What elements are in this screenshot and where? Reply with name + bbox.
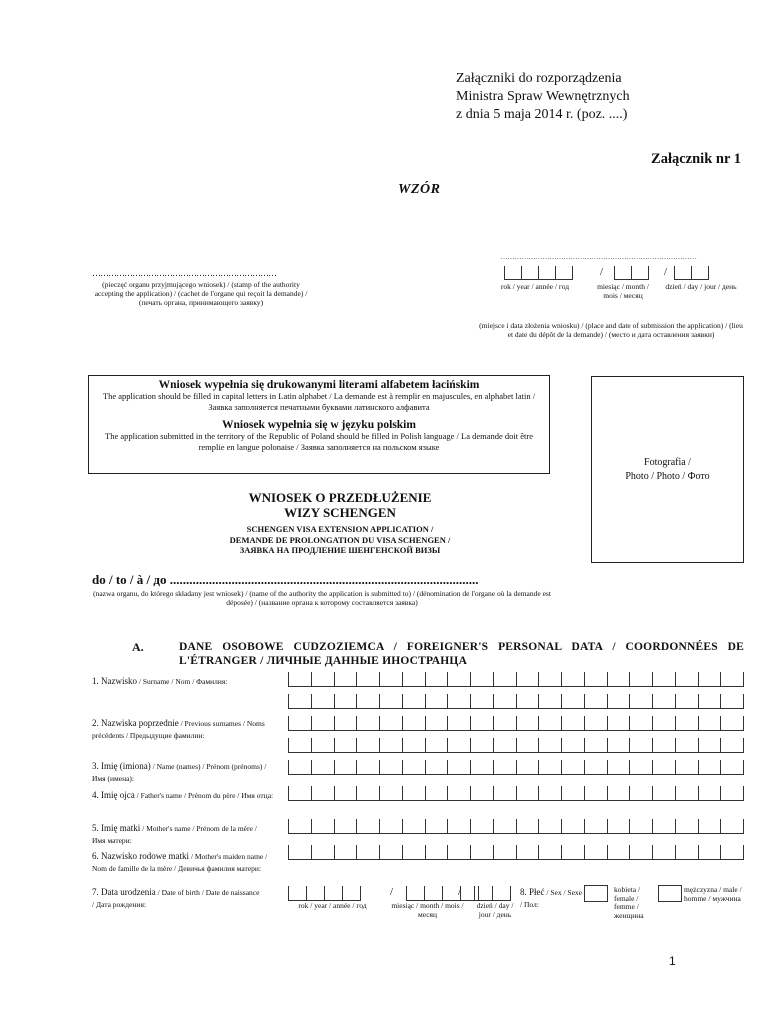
female-checkbox[interactable] xyxy=(584,885,608,902)
surname-grid-row-2[interactable] xyxy=(288,694,744,709)
surname-grid-row-1[interactable] xyxy=(288,672,744,687)
form-title-line-1: WNIOSEK O PRZEDŁUŻENIE xyxy=(248,490,432,505)
instructions-box xyxy=(88,375,550,474)
field-8-label xyxy=(520,887,582,910)
field-5-label xyxy=(92,823,272,846)
male-label: mężczyzna / male / homme / мужчина xyxy=(684,885,742,903)
field-8-translations: / Sex / Sexe / Пол: xyxy=(520,888,582,909)
field-2-number: 2. Nazwiska poprzednie xyxy=(92,718,179,728)
field-7-number: 7. Data urodzenia xyxy=(92,887,156,897)
regulation-header xyxy=(456,70,630,124)
birth-month-caption: miesiąc / month / mois / месяц xyxy=(391,901,464,919)
form-title-line-2: WIZY SCHENGEN xyxy=(284,505,396,520)
field-3-label xyxy=(92,761,272,784)
addressee-field[interactable]: do / to / à / до ............................................................................................... xyxy=(92,572,479,587)
previous-surnames-grid-row-1[interactable] xyxy=(288,716,744,731)
female-label: kobieta / female / femme / женщина xyxy=(614,885,644,920)
submission-month-caption: miesiąc / month / mois / месяц xyxy=(597,282,649,300)
submission-year-caption: rok / year / année / год xyxy=(500,282,570,291)
birth-year-caption: rok / year / année / год xyxy=(298,901,367,910)
field-8-number: 8. Płeć xyxy=(520,887,545,897)
header-line-1: Załączniki do rozporządzenia xyxy=(456,71,622,86)
field-3-translations: / Name (names) / Prénom (prénoms) / Имя (имена): xyxy=(92,762,267,783)
form-title xyxy=(100,490,580,520)
field-6-number: 6. Nazwisko rodowe matki xyxy=(92,851,189,861)
annex-label: Załącznik nr 1 xyxy=(651,151,741,167)
field-6-label xyxy=(92,851,282,874)
photo-box[interactable] xyxy=(591,376,744,563)
mother-name-grid[interactable] xyxy=(288,819,744,834)
submission-day-caption: dzień / day / jour / день xyxy=(665,282,737,291)
field-1-label xyxy=(92,676,282,688)
field-1-number: 1. Nazwisko xyxy=(92,676,137,686)
instruction-heading-1: Wniosek wypełnia się drukowanymi literami alfabetem łacińskim xyxy=(158,379,480,391)
field-7-label xyxy=(92,887,262,910)
header-line-3: z dnia 5 maja 2014 r. (poz. ....) xyxy=(456,107,628,122)
field-1-translations: / Surname / Nom / Фамилия: xyxy=(137,677,228,686)
names-grid[interactable] xyxy=(288,760,744,775)
field-5-translations: / Mother's name / Prénom de la mère / Имя матери: xyxy=(92,824,257,845)
place-dotted-line: ………………………………………………………………………… xyxy=(500,252,696,261)
addressee-caption: (nazwa organu, do którego składany jest wniosek) / (name of the authority the application is submitted to) / (dénomination de l'organe où la demande est déposée) / (название органа к которому составляется заявка) xyxy=(93,589,551,607)
header-line-2: Ministra Spraw Wewnętrznych xyxy=(456,89,630,104)
field-4-translations: / Father's name / Prénom du père / Имя отца: xyxy=(134,791,274,800)
instruction-text-2: The application submitted in the territory of the Republic of Poland should be filled in Polish language / La demande doit être remplie en langue polonaise / Заявка заполняется на польском языке xyxy=(105,431,533,452)
field-4-label xyxy=(92,790,277,802)
place-caption: (miejsce i data złożenia wniosku) / (place and date of submission the application) / (lieu et date du dépôt de la demande) / (место и дата оставления заявки) xyxy=(479,321,743,339)
form-subtitle-line-1: SCHENGEN VISA EXTENSION APPLICATION / xyxy=(246,524,434,534)
birth-day-caption: dzień / day / jour / день xyxy=(476,901,514,919)
field-5-number: 5. Imię matki xyxy=(92,823,141,833)
section-a-title: DANE OSOBOWE CUDZOZIEMCA / FOREIGNER'S PERSONAL DATA / COORDONNÉES DE L'ÉTRANGER / ЛИЧНЫЕ ДАННЫЕ ИНОСТРАНЦА xyxy=(179,641,744,667)
field-6-translations: / Mother's maiden name / Nom de famille de la mère / Девичья фамилия матери: xyxy=(92,852,268,873)
field-7-translations: / Date of birth / Date de naissance / Дата рождения: xyxy=(92,888,260,909)
field-2-label xyxy=(92,718,272,741)
template-label: WZÓR xyxy=(398,182,441,197)
section-a-letter: A. xyxy=(132,640,144,654)
father-name-grid[interactable] xyxy=(288,786,744,801)
form-subtitle-line-2: DEMANDE DE PROLONGATION DU VISA SCHENGEN / xyxy=(229,534,451,545)
mother-maiden-name-grid[interactable] xyxy=(288,845,744,860)
photo-label-1: Fotografia / xyxy=(644,456,691,468)
field-2-translations: / Previous surnames / Noms précédents / Предыдущие фамилии: xyxy=(92,719,265,740)
male-checkbox[interactable] xyxy=(658,885,682,902)
form-subtitle-line-3: ЗАЯВКА НА ПРОДЛЕНИЕ ШЕНГЕНСКОЙ ВИЗЫ xyxy=(239,545,441,555)
previous-surnames-grid-row-2[interactable] xyxy=(288,738,744,753)
stamp-dotted-line: …………………………………………………………… xyxy=(92,268,276,278)
instruction-text-1: The application should be filled in capital letters in Latin alphabet / La demande est à remplir en majuscules, en alphabet latin / Заявка заполняется печатными буквами латинского алфавита xyxy=(102,391,536,412)
photo-label-2: Photo / Photo / Фото xyxy=(625,470,710,482)
instruction-heading-2: Wniosek wypełnia się w języku polskim xyxy=(222,419,416,431)
stamp-caption: (pieczęć organu przyjmującego wniosek) / (stamp of the authority accepting the application) / (cachet de l'organe qui reçoit la demande) / (печать органа, принимающего заявку) xyxy=(94,280,308,307)
form-subtitle xyxy=(100,524,580,556)
field-4-number: 4. Imię ojca xyxy=(92,790,135,800)
page-number: 1 xyxy=(669,954,676,968)
field-3-number: 3. Imię (imiona) xyxy=(92,761,151,771)
